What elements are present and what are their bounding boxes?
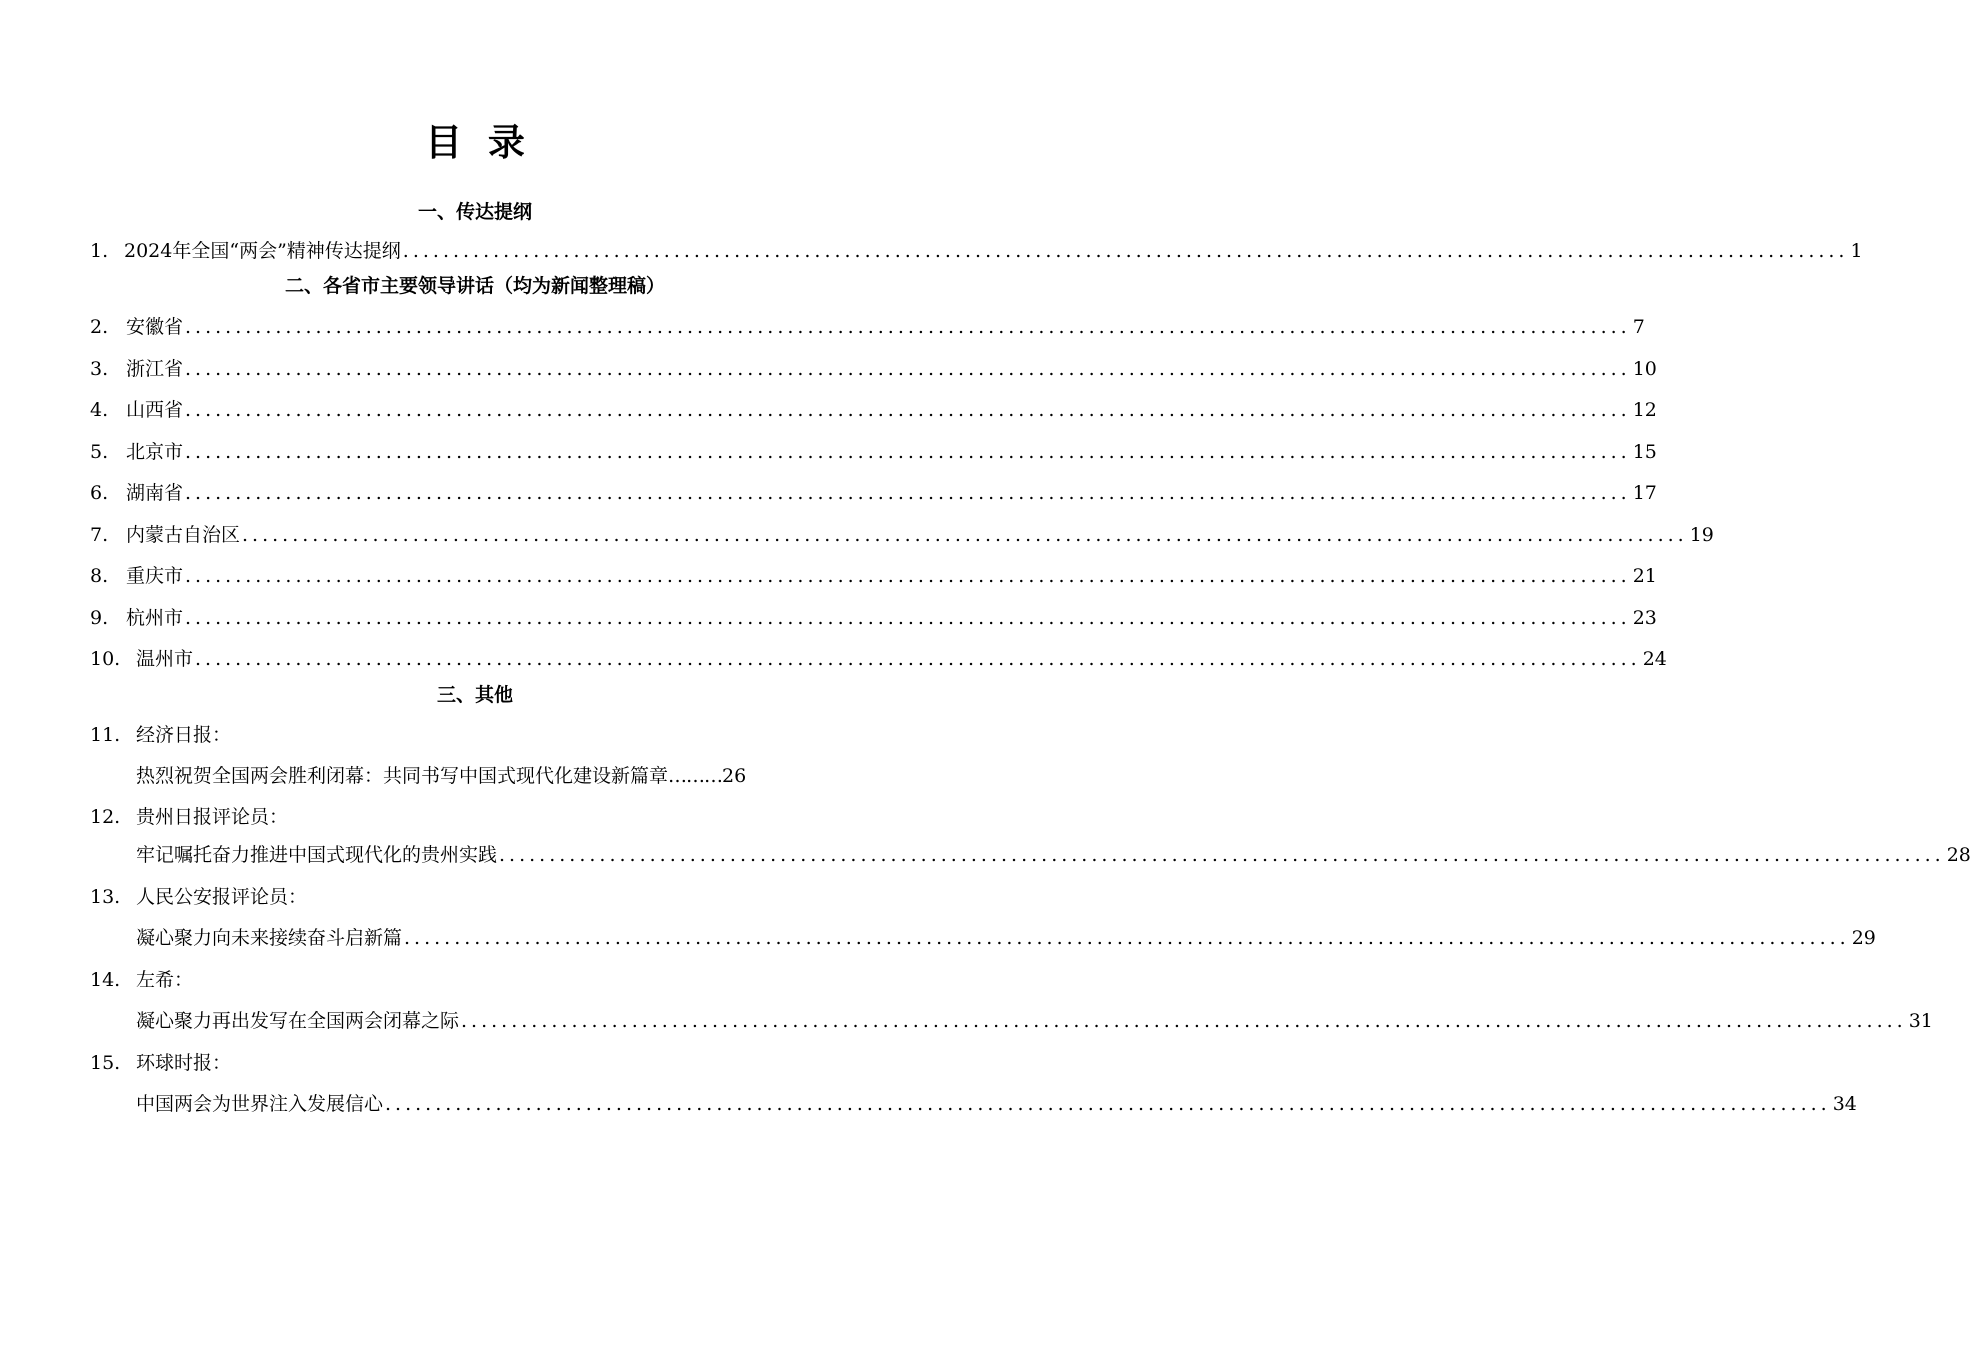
entry-source: 环球时报： (136, 1052, 232, 1074)
entry-number: 15. (90, 1052, 121, 1074)
entry-title: 中国两会为世界注入发展信心 (136, 1093, 384, 1115)
dot-leader: ................................................................................................................................................ (185, 441, 1631, 463)
entry-title: 湖南省 (126, 482, 184, 504)
dot-leader: ................................................................................................................................................ (195, 648, 1641, 670)
dot-leader: ................................................................................................................................................ (185, 399, 1631, 421)
toc-entry[interactable] (90, 236, 1863, 266)
entry-number: 1. (90, 240, 109, 262)
dot-leader: ................................................................................................................................................ (404, 927, 1850, 949)
entry-number: 7. (90, 524, 109, 546)
toc-entry[interactable] (136, 1089, 1857, 1119)
entry-title: 重庆市 (126, 565, 184, 587)
entry-title: 杭州市 (126, 607, 184, 629)
dot-leader: ................................................................................................................................................ (185, 358, 1631, 380)
dot-leader: ................................................................................................................................................ (402, 240, 1849, 262)
entry-title: 北京市 (126, 441, 184, 463)
entry-page-number: 21 (1632, 565, 1657, 587)
entry-title: 内蒙古自治区 (126, 524, 241, 546)
entry-number: 3. (90, 358, 109, 380)
entry-title: 安徽省 (126, 316, 184, 338)
entry-page-number: 15 (1632, 441, 1657, 463)
entry-title: 凝心聚力向未来接续奋斗启新篇 (136, 927, 403, 949)
toc-entry[interactable] (90, 520, 1714, 550)
entry-page-number: 23 (1632, 607, 1657, 629)
toc-entry[interactable] (90, 603, 1657, 633)
entry-source: 经济日报： (136, 724, 232, 746)
toc-entry[interactable] (90, 395, 1657, 425)
dot-leader: ................................................................................................................................................ (185, 316, 1631, 338)
entry-number: 11. (90, 724, 121, 746)
entry-number: 8. (90, 565, 109, 587)
page-title: 目 录 (425, 121, 525, 164)
section-heading-others: 三、其他 (436, 684, 513, 706)
dot-leader: ................................................................................................................................................ (461, 1010, 1907, 1032)
entry-source: 贵州日报评论员： (136, 806, 289, 828)
toc-entry[interactable] (136, 1006, 1933, 1036)
entry-number: 5. (90, 441, 109, 463)
toc-source-line (90, 965, 193, 995)
toc-entry[interactable] (136, 923, 1876, 953)
dot-leader: ................................................................................................................................................ (185, 607, 1631, 629)
entry-title: 温州市 (136, 648, 194, 670)
entry-title: 浙江省 (126, 358, 184, 380)
entry-page-number: 28 (1946, 844, 1971, 866)
section-heading-outline: 一、传达提纲 (417, 201, 532, 223)
entry-number: 13. (90, 886, 121, 908)
dot-leader: ................................................................................................................................................ (185, 565, 1631, 587)
dot-leader: ................................................................................................................................................ (499, 844, 1945, 866)
entry-title: 热烈祝贺全国两会胜利闭幕：共同书写中国式现代化建设新篇章 (136, 765, 669, 787)
toc-entry[interactable] (90, 354, 1657, 384)
section-heading-speeches: 二、各省市主要领导讲话（均为新闻整理稿） (284, 275, 665, 297)
entry-number: 9. (90, 607, 109, 629)
entry-page-number: 1 (1850, 240, 1863, 262)
entry-title: 凝心聚力再出发写在全国两会闭幕之际 (136, 1010, 460, 1032)
entry-page-number: 12 (1632, 399, 1657, 421)
entry-number: 6. (90, 482, 109, 504)
toc-entry[interactable] (90, 437, 1657, 467)
entry-title: 山西省 (126, 399, 184, 421)
dot-leader: ................................................................................................................................................ (185, 482, 1631, 504)
entry-page-number: 34 (1832, 1093, 1857, 1115)
entry-number: 4. (90, 399, 109, 421)
toc-entry[interactable] (90, 644, 1667, 674)
toc-entry[interactable] (136, 840, 1971, 870)
entry-page-number: 29 (1851, 927, 1876, 949)
toc-entry[interactable] (90, 478, 1657, 508)
toc-source-line (90, 882, 307, 912)
entry-title: 牢记嘱托奋力推进中国式现代化的贵州实践 (136, 844, 498, 866)
toc-entry[interactable] (90, 312, 1645, 342)
entry-page-number: 24 (1642, 648, 1667, 670)
dot-leader: ................................................................................................................................................ (385, 1093, 1831, 1115)
dot-leader: ................................................................................................................................................ (242, 524, 1688, 546)
entry-number: 2. (90, 316, 109, 338)
toc-entry[interactable] (136, 761, 856, 791)
entry-page-number: 7 (1632, 316, 1645, 338)
entry-source: 左希： (136, 969, 194, 991)
entry-title: 2024年全国“两会”精神传达提纲 (124, 240, 401, 262)
dot-leader: ……… (668, 765, 723, 787)
entry-page-number: 31 (1908, 1010, 1933, 1032)
entry-page-number: 26 (722, 765, 747, 787)
toc-source-line (90, 720, 231, 750)
entry-number: 12. (90, 806, 121, 828)
toc-entry[interactable] (90, 561, 1657, 591)
entry-source: 人民公安报评论员： (136, 886, 308, 908)
toc-source-line (90, 1048, 231, 1078)
entry-page-number: 19 (1689, 524, 1714, 546)
entry-number: 10. (90, 648, 121, 670)
entry-page-number: 10 (1632, 358, 1657, 380)
entry-number: 14. (90, 969, 121, 991)
entry-page-number: 17 (1632, 482, 1657, 504)
toc-source-line (90, 802, 288, 832)
